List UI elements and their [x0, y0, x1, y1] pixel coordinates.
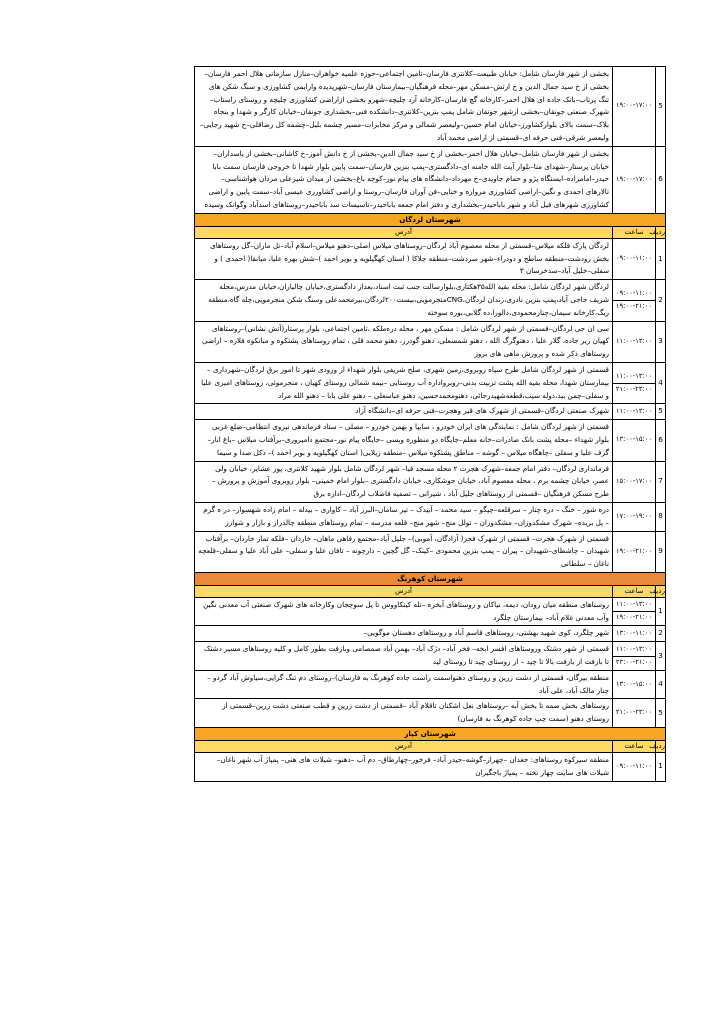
row-address: بخشی از شهر فارسان شامل–خیابان هلال احمر–بخشی از خ سید جمال الدین–بخشی از خ دانش آموز–خ کاشانی–بخشی از یاسداران–خیابان پرستار–شهدای منا–بلوار آیت الله خامنه ای–دادگستری–پمپ بنزین فارسان–سمت پایین بلوار شهدا تا خروجی فارسان سمت بابا حیدر–امامزاده–ایستگاه پژو و حمام جاویدی–خ مهرداد–دانشگاه های پیام نور–کوچه باغ–بخشی از میدان شیرعلی مردان هواشناسی–تالارهای احمدی و نگین–اراضی کشاورزی مرواره و خنایی–فن آوران فارسان–روستا و اراضی کشاورزی عیسی آباد–سمت پایین و اراضی کشاورزی شهرهای فیل آباد و شهر باباحیدر–بخشداری و دفتر امام جمعه باباحیدر–تاسیسات سد باباحیدر–روستاهای اسدآباد وگوانک وسیده [195, 146, 613, 213]
table-row [195, 670, 666, 699]
column-header-address: آدرس [195, 741, 613, 753]
row-number: 4 [656, 670, 666, 699]
table-row [195, 362, 666, 403]
row-number: 5 [656, 699, 666, 728]
row-number: 1 [656, 753, 666, 782]
row-number: 3 [656, 642, 666, 671]
row-time [613, 531, 656, 572]
table-row [195, 146, 666, 213]
row-address: فرمانداری لردگان– دفتر امام جمعه–شهرک هجرت ۲ محله مسجد قبا– شهر لردگان شامل بلوار شهید کلانتری، پور عشایر، خیابان ولی عصر، خیابان چشمه برم ، محله معصوم آباد، خیابان جوشکاری، خیابان دادگستری –بلوار امام خمینی– بلوار روبروی آموزش و پرورش –طرح مسکن فرهنگیان –قسمتی از روستاهای جلیل آباد ، شیرانی – تصفیه فاضلاب لردگان–اداره برق [195, 461, 613, 502]
row-number: 1 [656, 597, 666, 626]
time-slot: ۰۹:۰۰-۱۱:۰۰ [615, 253, 653, 262]
row-address: قسمتی از شهرک هجرت– قسمتی از شهرک فجر( آزادگان، آموبی)– جلیل آباد–مجتمع رفاهی ماهان– خاردان –فلکه تماز خاردان– برآفتاب شهیدان – چاشطای–شهیدان – پیران – پمپ بنزین محمودی –کینک– گل گچین – دارچونه – تافان علیا و سفلی– علی آباد علیا و سفلی–قلعچه ناغان – سلطانی [195, 531, 613, 572]
row-time [613, 461, 656, 502]
row-number: 2 [656, 626, 666, 642]
time-slot: ۱۳:۰۰-۱۵:۰۰ [615, 679, 653, 688]
row-number: 8 [656, 502, 666, 531]
table-row [195, 321, 666, 362]
table-row [195, 626, 666, 642]
column-header-row [195, 226, 666, 238]
row-address: دره شور – خنگ – دره چنار – سرقلعه–چیگو – سید محمد – آبیدک – تیر سامان–البرز آباد – کاواری – بیدله – امام زاده شهسوار– در ه گرم – پل بریده– شهرک مشکدوزان– مشکدوزان – تولل منج– شهر منج– قلعه مدرسه – تمام روستاهای منطقه چالدراز و بازار و شوارز [195, 502, 613, 531]
table-row [195, 238, 666, 279]
row-address: منطقه سیزکوه روستاهای: جغدان –چهراز–گوشه–حیدر آباد– فرخور–چهارطاق– دم آب –دهنو– شیلات های هنی– پمپاژ آب شهر ناغان– شیلات های سایت چهار تخته – پمپاژ باجگیران [195, 753, 613, 782]
row-time [613, 670, 656, 699]
row-address: لردگان شهر لردگان شامل: محله بقیه الله۳۵هکتاری،بلوارسالت جنب ثبت اسناد،بعداز دادگستری،خیابان چالیازان،خیابان مدرس،محله شریف حاجی آباد،پمپ بنزین نادری،زندان لردگان،CNGمنجرمویی،بیست۲۰۰لردگان،بیرمحمدعلی وسنگ شکن منجرمویی،چله گاه،منطقه ریگ،کارخانه سیمان،چنارمحمودی،دالورا،ده گلابی،بوره سوخته [195, 280, 613, 321]
time-slot: ۱۱:۰۰-۱۳:۰۰ [615, 644, 653, 653]
city-name: شهرستان لردگان [195, 213, 666, 226]
time-slot: ۱۳:۰۰-۱۱:۰۰ [615, 628, 653, 637]
row-number: 1 [656, 238, 666, 279]
row-time [613, 362, 656, 403]
row-number: 9 [656, 531, 666, 572]
schedule-table [194, 66, 666, 782]
time-slot: ۱۹:۰۰-۲۱:۰۰ [615, 546, 653, 555]
table-row [195, 502, 666, 531]
time-slot: ۲۱:۰۰-۲۳:۰۰ [615, 708, 653, 717]
row-time [613, 626, 656, 642]
row-time [613, 238, 656, 279]
table-row [195, 404, 666, 420]
row-number: 6 [656, 420, 666, 461]
row-time [613, 597, 656, 626]
time-slot: ۱۱:۰۰-۱۳:۰۰ [615, 371, 653, 380]
table-row [195, 597, 666, 626]
time-slot: ۱۹:۰۰-۲۱:۰۰ [613, 611, 655, 624]
city-header-row [195, 213, 666, 226]
time-slot: ۱۷:۰۰-۱۹:۰۰ [615, 511, 653, 520]
table-row [195, 699, 666, 728]
row-address: قسمتی از شهر دشتک وروستاهای افسر ابخه– فخر آباد– دژک آباد– بهمن آباد صمصامی وبازفت بطور کامل و کلیه روستاهای مسیر دشتک تا بازفت از بازفت بالا تا چید – از روستای چید تا روستای لید [195, 642, 613, 671]
city-header-row [195, 572, 666, 585]
time-slot: ۱۱:۰۰-۱۳:۰۰ [615, 336, 653, 345]
column-header-row [195, 585, 666, 597]
table-row [195, 642, 666, 671]
row-number: 6 [656, 146, 666, 213]
table-row [195, 420, 666, 461]
row-time [613, 753, 656, 782]
time-slot: ۱۹:۰۰-۲۱:۰۰ [613, 300, 655, 313]
row-address: روستاهای منطقه میان رودان، دیمه، نیاکان و روستاهای آبخره –تله کینکاووس تا پل سوچجان وکارخانه های شهرک صنعتی آب معدنی نگین وآب معدنی غلام آباد– بیمارستان چلگرد [195, 597, 613, 626]
column-header-address: آدرس [195, 226, 613, 238]
column-header-time: ساعت [613, 741, 656, 753]
time-slot: ۰۹:۰۰-۱۱:۰۰ [615, 288, 653, 297]
row-address: شهر چلگرد، کوی شهید بهشتی، روستاهای قاسم آباد و روستاهای دهستان موگویی– [195, 626, 613, 642]
row-time [613, 502, 656, 531]
table-row [195, 67, 666, 147]
row-address: قسمتی از شهر لردگان شامل : نمایندگی های ایران خودرو ، سایپا و بهمن خودرو – مصلی – ستاد فرماندهی نیروی انتظامی–ضلع غربی بلوار شهداء –محله پشت بانک صادرات–خانه معلم–جایگاه دو منظوره ویسی –جایگاه پیام نور–مجتمع دامپروری–بر‌آفتاب میلاس –باغ انار–گرف علیا و سفلی –چاهگاه میلاس – گوشه – مناطق پشتکوه میلاس –منطقه زیلایی( استان کهگیلویه و بویر احمد )– دکل صدا و سیما [195, 420, 613, 461]
column-header-time: ساعت [613, 585, 656, 597]
table-row [195, 280, 666, 321]
table-row [195, 753, 666, 782]
row-number: 7 [656, 461, 666, 502]
row-time [613, 404, 656, 420]
time-slot: ۰۹:۰۰-۱۱:۰۰ [615, 761, 653, 770]
row-number: 3 [656, 321, 666, 362]
time-slot: ۱۵:۰۰-۱۷:۰۰ [615, 476, 653, 485]
time-slot: ۱۱:۰۰-۱۳:۰۰ [615, 600, 653, 609]
row-address: لردگان پارک فلکه میلاس–قسمتی از محله معصوم آباد لردگان–روستاهای میلاس اصلی–دهنو میلاس–اسلام آباد–تل ماران–گل روستاهای بخش رودشت–منطقه ساطح و دودراء–شهر سردشت–منطقه چلاکا ( استان کهگیلویه و بویر احمد )–شش بهره علیا، مبانقا( احمدی ) و سفلی–خلیل آباد–سدخرسان ۳ [195, 238, 613, 279]
time-slot: ۱۹:۰۰-۱۷:۰۰ [615, 101, 653, 110]
column-header-address: آدرس [195, 585, 613, 597]
city-header-row [195, 728, 666, 741]
row-address: قسمتی از شهر لردگان شامل طرح سیاه روبروی،زمین شهری، صلح شریفی بلوار شهداء از ورودی شهر تا امور برق لردگان–شهرداری – بیمارستان شهدا، محله بقیه الله پشت تربیت بدنی–روبرواداره آب روستایی –نیمه شمالی روستای کهیان ، منجرموئی، روستاهای امیری علیا و سفلی–چمن بید،دوله سیب،قطعه‌شهیدرجائی، دهنومحمدحسین، دهنو عباسعلی – دهنو علی بابا – دهنو الله مراد [195, 362, 613, 403]
city-name: شهرستان کوهرنگ [195, 572, 666, 585]
row-address: منطقه بیرگان، قسمتی از دشت زرین و روستای دهنواسمت راست جاده کوهرنگ به فارسان)–روستای دم تنگ گرایی،سیاوش آباد گردو –چنار مالک آباد، علی آباد [195, 670, 613, 699]
row-time [613, 146, 656, 213]
row-address: بخشی از شهر فارسان شامل: خیابان طبیعت–کلانتری فارسان–تامین اجتماعی–حوزه علمیه خواهران–منازل سازمانی هلال احمر فارسان–بخشی از خ سید جمال الدین و خ ارتش–مسکن مهر–محله فرهنگیان–بیمارستان فارسان–شهرپدیده وارایمی کشاورزی و سنگ شکن های تنگ پرتاب–بانک جاده ای هلال احمر–کارخانه گچ فارسان–کارخانه آرد چلیچه–شهرو بخشی ازاراضی کشاورزی چلیچه و روستای راستاب–شهرک صنعتی جونقان–بخشی ازشهر جونقان شامل پمپ بنزین–کلانتری–دانشکده فنی–بخشداری جونقان–خیابان کارگر و شهدا و بنجاه بلاک–سمت بالای بلوارکشاورز–خیابان امام حسین–ولیعصر شمالی و مرکز مخابرات–مسیر چشمه بلیل–چشمه کل رضاقلی–خ شهید رجایی–ولیعصر شرقی–فنی حرفه ای–قسمتی از اراضی محمد آباد [195, 67, 613, 147]
row-time [613, 321, 656, 362]
time-slot: ۱۳:۰۰-۱۵:۰۰ [615, 435, 653, 444]
table-row [195, 461, 666, 502]
row-time [613, 642, 656, 671]
column-header-num: ردیف [656, 226, 666, 238]
column-header-time: ساعت [613, 226, 656, 238]
row-address: روستاهای بخش صمه تا بخش آبه –روستاهای نعل اشکنان تاقلام آباد –قسمتی از دشت زرین و قطب صنعتی دشت زرین–قسمتی از روستای دهنو (سمت چپ جاده کوهرنگ به فارسان) [195, 699, 613, 728]
row-number: 4 [656, 362, 666, 403]
column-header-row [195, 741, 666, 753]
row-time [613, 280, 656, 321]
outage-schedule-document [194, 66, 666, 782]
time-slot: ۱۱:۰۰-۱۳:۰۰ [615, 406, 653, 415]
table-row [195, 531, 666, 572]
time-slot: ۲۳:۰۰-۲۱:۰۰ [613, 656, 655, 669]
row-time [613, 420, 656, 461]
row-time [613, 699, 656, 728]
row-address: شهرک صنعتی لردگان–قسمتی از شهرک های قیر وهجرت–فنی حرفه ای–دانشگاه آزاد [195, 404, 613, 420]
time-slot: ۱۹:۰۰-۱۷:۰۰ [615, 174, 653, 183]
column-header-num: ردیف [656, 741, 666, 753]
row-number: 5 [656, 404, 666, 420]
row-number: 2 [656, 280, 666, 321]
row-number: 5 [656, 67, 666, 147]
column-header-num: ردیف [656, 585, 666, 597]
row-time [613, 67, 656, 147]
city-name: شهرستان کیار [195, 728, 666, 741]
row-address: سی ان جی لردگان–قسمتی از شهر لردگان شامل : مسکن مهر ، محله دره‌ملکه ،تامین اجتماعی، بلوار پرستار(آتش نشانی)–روستاهای کهیان زیر جاده، گلار علیا ، دهنوگرگ الله ، دهنو شمسعلی، دهنو گودرز، دهنو محمد قلی ، تمام روستاهای پشتکوه و مبانکوه فلاره – اراضی روستاهای ذکر شده و پرورش ماهی های بروز [195, 321, 613, 362]
time-slot: ۲۱:۰۰-۲۳:۰۰ [613, 383, 655, 396]
